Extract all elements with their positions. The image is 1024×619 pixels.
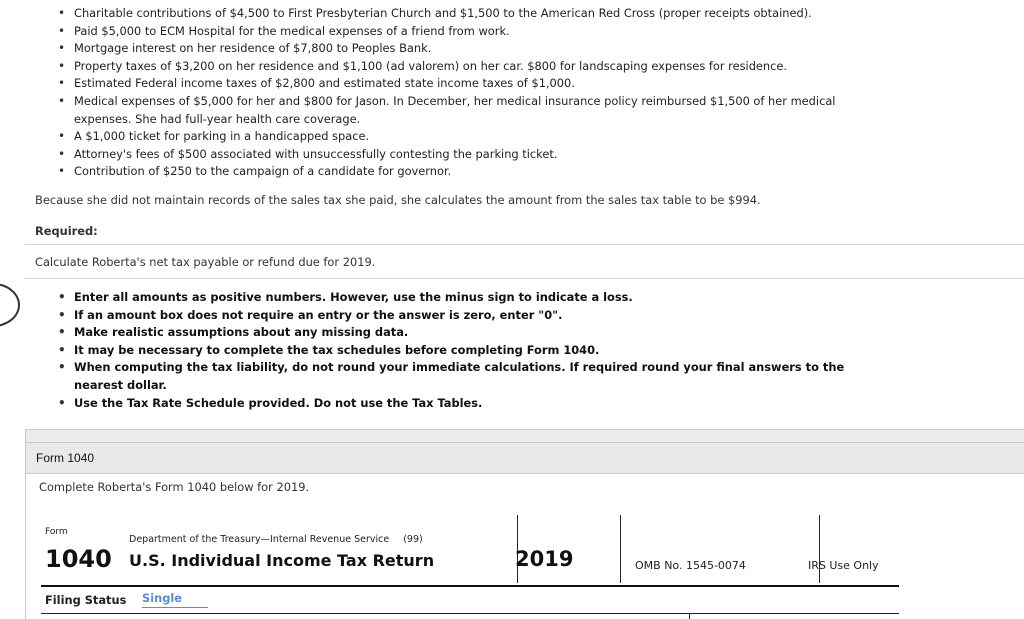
- instruction-item: • Enter all amounts as positive numbers. However, use the minus sign to indicate a loss.: [59, 289, 879, 307]
- instruction-item: • It may be necessary to complete the tax schedules before completing Form 1040.: [59, 342, 879, 360]
- department-text: Department of the Treasury—Internal Revenue Service: [129, 534, 390, 545]
- fact-item: • Attorney's fees of $500 associated with unsuccessfully contesting the parking ticket.: [59, 146, 879, 164]
- sales-tax-paragraph: Because she did not maintain records of the sales tax she paid, she calculates the amount from the sales tax table to be $994.: [35, 193, 761, 207]
- divider: [25, 278, 1024, 279]
- filing-status-select[interactable]: Single: [142, 591, 208, 608]
- fact-item: • Contribution of $250 to the campaign of a candidate for governor.: [59, 163, 879, 181]
- panel-top-strip: [26, 429, 1024, 443]
- divider: [620, 515, 621, 583]
- form-title: U.S. Individual Income Tax Return: [129, 551, 435, 570]
- fact-item: • Paid $5,000 to ECM Hospital for the medical expenses of a friend from work.: [59, 23, 879, 41]
- form-label: Form: [45, 527, 68, 537]
- irs-use-only: IRS Use Only: [808, 559, 879, 572]
- divider: [689, 613, 690, 619]
- fact-item: • Estimated Federal income taxes of $2,800 and estimated state income taxes of $1,000.: [59, 75, 879, 93]
- instructions-list: [59, 289, 879, 412]
- instruction-item: • When computing the tax liability, do not round your immediate calculations. If required round your final answers to the nearest dollar.: [59, 359, 879, 394]
- department-line: [129, 534, 423, 545]
- fact-item: • A $1,000 ticket for parking in a handicapped space.: [59, 128, 879, 146]
- form-tab-bar: [26, 442, 1024, 474]
- required-heading: Required:: [35, 224, 98, 238]
- divider: [25, 244, 1024, 245]
- divider: [41, 613, 899, 614]
- instruction-item: • Use the Tax Rate Schedule provided. Do not use the Tax Tables.: [59, 395, 879, 413]
- omb-number: OMB No. 1545-0074: [635, 559, 746, 572]
- fact-item: • Charitable contributions of $4,500 to First Presbyterian Church and $1,500 to the American Red Cross (proper receipts obtained).: [59, 5, 879, 23]
- form-panel: [25, 429, 1024, 619]
- divider: [819, 515, 820, 583]
- facts-list: [59, 5, 879, 181]
- department-code: (99): [403, 534, 423, 545]
- tab-form-1040[interactable]: Form 1040: [36, 451, 95, 465]
- instruction-item: • If an amount box does not require an entry or the answer is zero, enter "0".: [59, 307, 879, 325]
- fact-item: • Mortgage interest on her residence of $7,800 to Peoples Bank.: [59, 40, 879, 58]
- form-number: 1040: [45, 545, 112, 573]
- collapse-circle-icon[interactable]: [0, 283, 20, 327]
- instruction-item: • Make realistic assumptions about any missing data.: [59, 324, 879, 342]
- filing-status-label: Filing Status: [45, 593, 127, 607]
- complete-instruction: Complete Roberta's Form 1040 below for 2019.: [39, 480, 310, 494]
- form-year: 2019: [515, 547, 574, 571]
- calculate-paragraph: Calculate Roberta's net tax payable or refund due for 2019.: [35, 255, 376, 269]
- form-header: [41, 515, 899, 587]
- fact-item: • Medical expenses of $5,000 for her and $800 for Jason. In December, her medical insurance policy reimbursed $1,500 of her medical expenses. She had full-year health care coverage.: [59, 93, 879, 128]
- fact-item: • Property taxes of $3,200 on her residence and $1,100 (ad valorem) on her car. $800 for landscaping expenses for residence.: [59, 58, 879, 76]
